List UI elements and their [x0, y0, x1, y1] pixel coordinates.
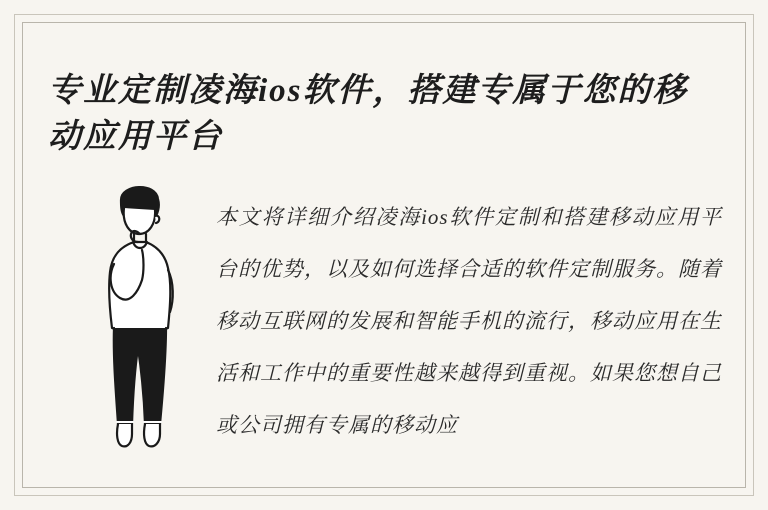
page-title: 专业定制凌海ios软件，搭建专属于您的移动应用平台: [48, 73, 688, 156]
article-content: [30, 30, 738, 480]
article-body-container: [216, 170, 722, 472]
standing-person-illustration: [86, 172, 206, 472]
article-body-text: 本文将详细介绍凌海ios软件定制和搭建移动应用平台的优势，以及如何选择合适的软件定制服务。随着移动互联网的发展和智能手机的流行，移动应用在生活和工作中的重要性越来越得到重视。如果您想自己或公司拥有专属的移动应: [216, 205, 722, 437]
